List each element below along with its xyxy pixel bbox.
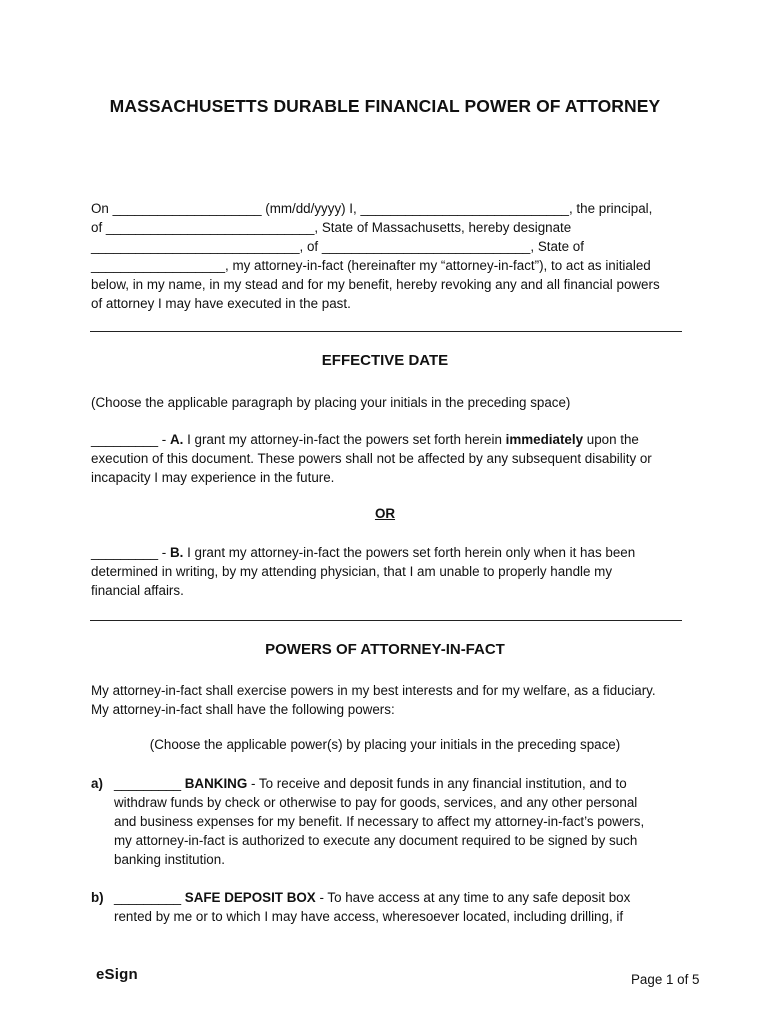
power-item-safe-deposit-box <box>114 888 674 926</box>
power-text: - To have access at any time to any safe deposit box <box>315 890 631 905</box>
option-b-paragraph <box>91 543 686 600</box>
power-item-label: b) <box>91 890 104 905</box>
option-b-line <box>91 543 686 562</box>
option-a-line <box>91 430 686 449</box>
option-a-letter: A. <box>169 432 184 447</box>
power-item-line <box>114 888 674 907</box>
intro-line: below, in my name, in my stead and for my benefit, hereby revoking any and all financial powers <box>91 277 660 292</box>
intro-line: __________________, my attorney-in-fact (hereinafter my “attorney-in-fact”), to act as initialed <box>91 258 651 273</box>
section-divider <box>90 331 682 332</box>
intro-line: ____________________________, of ____________________________, State of <box>91 239 584 254</box>
option-b-line: financial affairs. <box>91 583 184 598</box>
power-text: - To receive and deposit funds in any financial institution, and to <box>247 776 627 791</box>
option-a-text: I grant my attorney-in-fact the powers set forth herein <box>183 432 506 447</box>
option-a-line: incapacity I may experience in the future. <box>91 470 335 485</box>
powers-intro-line: My attorney-in-fact shall exercise powers in my best interests and for my welfare, as a fiduciary. <box>91 683 656 698</box>
page-number: Page 1 of 5 <box>631 972 700 987</box>
option-a-text: upon the <box>583 432 639 447</box>
powers-intro <box>91 681 686 719</box>
dash: - <box>161 545 170 560</box>
esign-logo: eSign <box>96 966 138 983</box>
powers-intro-line: My attorney-in-fact shall have the following powers: <box>91 702 395 717</box>
powers-heading: POWERS OF ATTORNEY-IN-FACT <box>265 641 505 658</box>
power-item-line: banking institution. <box>114 852 225 867</box>
or-separator: OR <box>374 506 396 521</box>
initials-blank[interactable]: _________ <box>91 432 159 447</box>
power-item-label: a) <box>91 776 103 791</box>
intro-paragraph <box>91 199 686 313</box>
intro-line: of attorney I may have executed in the past. <box>91 296 351 311</box>
intro-line: On ____________________ (mm/dd/yyyy) I, ____________________________, the principal, <box>91 201 653 216</box>
dash: - <box>161 432 170 447</box>
initials-blank[interactable]: _________ <box>114 890 182 905</box>
power-name: SAFE DEPOSIT BOX <box>184 890 316 905</box>
power-item-line: withdraw funds by check or otherwise to pay for goods, services, and any other personal <box>114 795 638 810</box>
option-b-text: I grant my attorney-in-fact the powers set forth herein only when it has been <box>183 545 636 560</box>
option-a-line: execution of this document. These powers shall not be affected by any subsequent disability or <box>91 451 652 466</box>
power-item-line <box>114 774 674 793</box>
section-divider <box>90 620 682 621</box>
effective-date-heading: EFFECTIVE DATE <box>321 352 449 369</box>
initials-blank[interactable]: _________ <box>114 776 182 791</box>
option-a-paragraph <box>91 430 686 487</box>
power-item-line: my attorney-in-fact is authorized to execute any document required to be signed by such <box>114 833 638 848</box>
document-title: MASSACHUSETTS DURABLE FINANCIAL POWER OF ATTORNEY <box>109 96 661 116</box>
power-item-banking <box>114 774 674 869</box>
power-item-line: and business expenses for my benefit. If necessary to affect my attorney-in-fact’s powers, <box>114 814 645 829</box>
powers-instruction: (Choose the applicable power(s) by placing your initials in the preceding space) <box>149 737 621 752</box>
effective-date-instruction: (Choose the applicable paragraph by placing your initials in the preceding space) <box>91 395 571 410</box>
option-b-line: determined in writing, by my attending physician, that I am unable to properly handle my <box>91 564 613 579</box>
power-item-line: rented by me or to which I may have access, wheresoever located, including drilling, if <box>114 909 624 924</box>
option-b-letter: B. <box>169 545 184 560</box>
option-a-bold: immediately <box>505 432 584 447</box>
initials-blank[interactable]: _________ <box>91 545 159 560</box>
intro-line: of ____________________________, State of Massachusetts, hereby designate <box>91 220 572 235</box>
power-name: BANKING <box>184 776 248 791</box>
